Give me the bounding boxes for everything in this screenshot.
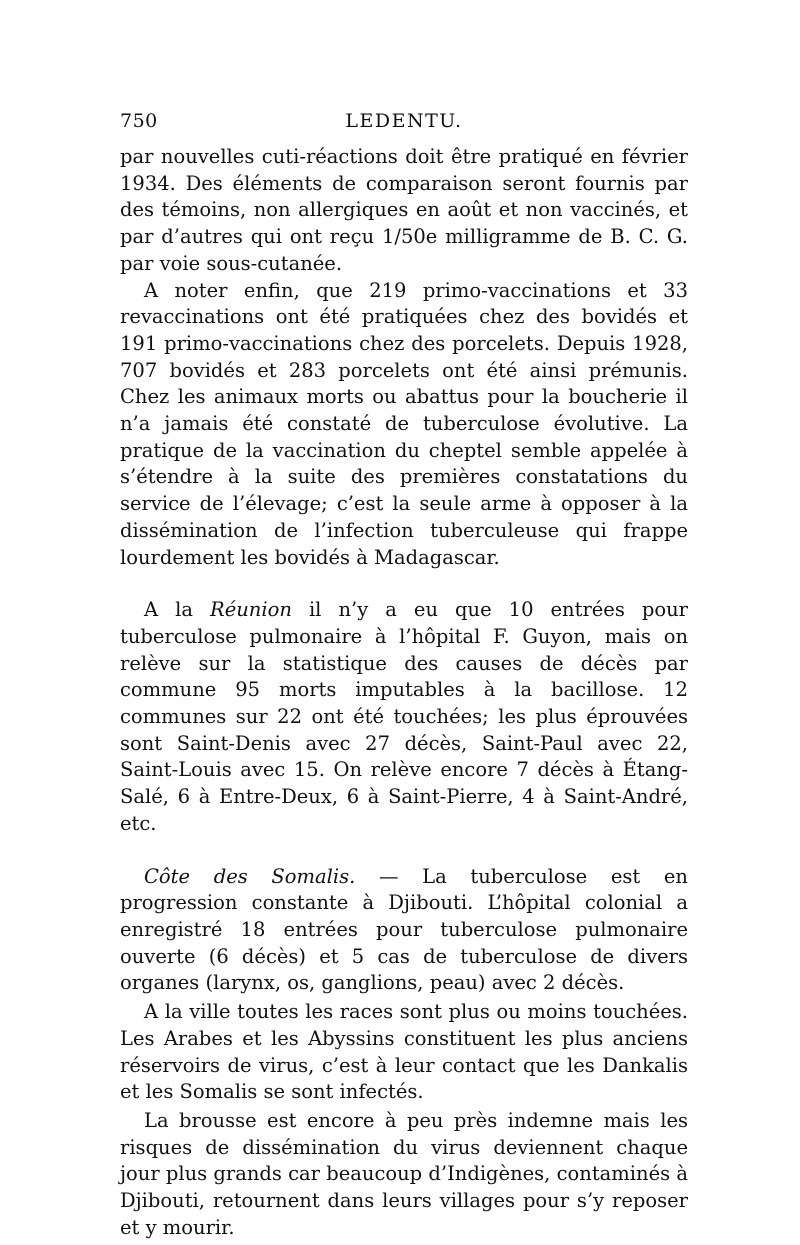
running-head-author: LEDENTU. [345,110,463,132]
place-name-reunion: Réunion [210,598,292,622]
paragraph-city-races: A la ville toutes les races sont plus ou moins touchées. Les Arabes et les Abyssins constituent les plus anciens réservoirs de virus, c’est à leur contact que les Dankalis et les Somalis se sont infectés. [120,1000,688,1104]
paragraph-reunion [120,597,688,837]
paragraph-brousse: La brousse est encore à peu près indemne mais les risques de dissémination du virus deviennent chaque jour plus grands car beaucoup d’Indigènes, contaminés à Djibouti, retournent dans leurs villages pour s’y reposer et y mourir. [120,1108,688,1239]
running-head [120,110,688,144]
paragraph-reunion-start: A la [144,598,211,622]
paragraph-vaccination-test: par nouvelles cuti-réactions doit être pratiqué en février 1934. Des éléments de comparaison seront fournis par des témoins, non allergiques en août et non vaccinés, et par d’autres qui ont reçu 1/50e milligramme de B. C. G. par voie sous-cutanée. [120,145,688,275]
page-number: 750 [120,110,158,132]
paragraph-reunion-text: il n’y a eu que 10 entrées pour tuberculose pulmonaire à l’hôpital F. Guyon, mais on relève sur la statistique des causes de décès par commune 95 morts imputables à la bacillose. 12 communes sur 22 ont été touchées; les plus éprouvées sont Saint-Denis avec 27 décès, Saint-Paul avec 22, Saint-Louis avec 15. On relève encore 7 décès à Étang-Salé, 6 à Entre-Deux, 6 à Saint-Pierre, 4 à Saint-André, etc. [120,598,688,835]
book-page [120,110,688,1241]
paragraph-somalis-text: — La tuberculose est en progression constante à Djibouti. L’hôpital colonial a enregistré 18 entrées pour tuberculose pulmonaire ouverte (6 décès) et 5 cas de tuberculose de divers organes (larynx, os, ganglions, peau) avec 2 décès. [120,864,688,995]
paragraph-livestock-vaccination: A noter enfin, que 219 primo-vaccinations et 33 revaccinations ont été pratiquées chez des bovidés et 191 primo-vaccinations chez des porcelets. Depuis 1928, 707 bovidés et 283 porcelets ont été ainsi prémunis. Chez les animaux morts ou abattus pour la boucherie il n’a jamais été constaté de tuberculose évolutive. La pratique de la vaccination du cheptel semble appelée à s’étendre à la suite des premières constatations du service de l’élevage; c’est la seule arme à opposer à la dissémination de l’infection tuberculeuse qui frappe lourdement les bovidés à Madagascar. [120,278,688,569]
place-name-somalis: Côte des Somalis. [144,864,356,888]
paragraph-somalis [120,864,688,998]
